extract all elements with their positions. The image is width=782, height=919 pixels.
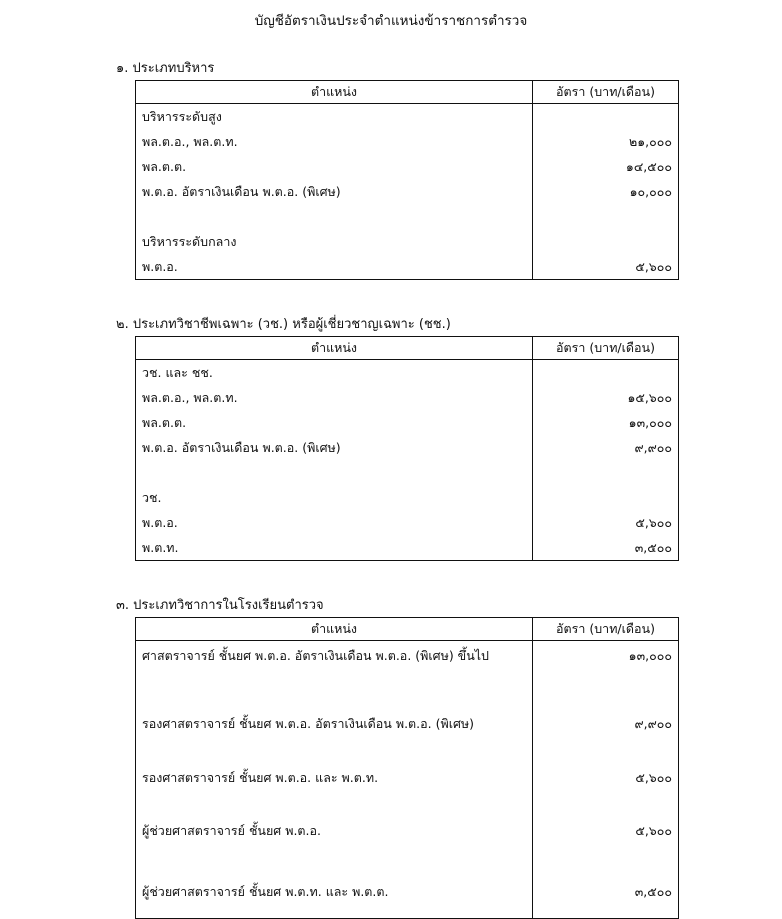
col-rate-header: อัตรา (บาท/เดือน) [533,337,679,360]
table-header [136,618,679,641]
rate-cell [533,229,679,254]
rate-cell [533,104,679,130]
table-header [136,81,679,104]
rate-cell: ๓,๕๐๐ [533,856,679,919]
rate-cell: ๑๕,๖๐๐ [533,385,679,410]
position-cell: พล.ต.ต. [136,410,533,435]
rate-cell: ๑๓,๐๐๐ [533,410,679,435]
rate-cell [533,485,679,510]
rate-cell: ๕,๖๐๐ [533,806,679,856]
position-cell [136,460,533,485]
col-position-header: ตำแหน่ง [136,337,533,360]
document-title: บัญชีอัตราเงินประจำตำแหน่งข้าราชการตำรวจ [254,13,528,29]
table-row [136,806,679,856]
position-cell: พ.ต.อ. อัตราเงินเดือน พ.ต.อ. (พิเศษ) [136,179,533,204]
rate-cell: ๑๔,๕๐๐ [533,154,679,179]
rate-cell: ๑๐,๐๐๐ [533,179,679,204]
rate-cell [533,460,679,485]
position-cell: บริหารระดับสูง [136,104,533,130]
rate-cell: ๓,๕๐๐ [533,535,679,561]
section-3-table [135,617,679,919]
rate-cell [533,360,679,386]
rate-cell: ๕,๖๐๐ [533,254,679,280]
col-rate-header: อัตรา (บาท/เดือน) [533,618,679,641]
table-row [136,104,679,130]
table-row [136,698,679,750]
position-cell: รองศาสตราจารย์ ชั้นยศ พ.ต.อ. อัตราเงินเดือน พ.ต.อ. (พิเศษ) [136,698,533,750]
section-2-table [135,336,679,561]
table-row [136,254,679,280]
table-row [136,360,679,386]
rate-cell: ๕,๖๐๐ [533,510,679,535]
rate-cell: ๕,๖๐๐ [533,750,679,806]
table-row [136,410,679,435]
rate-cell: ๙,๙๐๐ [533,435,679,460]
position-cell: พ.ต.ท. [136,535,533,561]
position-cell: พล.ต.อ., พล.ต.ท. [136,129,533,154]
position-cell: ผู้ช่วยศาสตราจารย์ ชั้นยศ พ.ต.อ. [136,806,533,856]
table-row [136,129,679,154]
position-cell: พ.ต.อ. อัตราเงินเดือน พ.ต.อ. (พิเศษ) [136,435,533,460]
section-2-heading: ๒. ประเภทวิชาชีพเฉพาะ (วช.) หรือผู้เชี่ยวชาญเฉพาะ (ชช.) [116,317,451,332]
table-row [136,179,679,204]
rate-cell: ๒๑,๐๐๐ [533,129,679,154]
col-position-header: ตำแหน่ง [136,618,533,641]
table-row [136,641,679,699]
position-cell [136,204,533,229]
position-cell: พ.ต.อ. [136,254,533,280]
table-header [136,337,679,360]
table-row [136,535,679,561]
table-row [136,229,679,254]
table-row [136,154,679,179]
position-cell: ผู้ช่วยศาสตราจารย์ ชั้นยศ พ.ต.ท. และ พ.ต.ต. [136,856,533,919]
position-cell: รองศาสตราจารย์ ชั้นยศ พ.ต.อ. และ พ.ต.ท. [136,750,533,806]
position-cell: ศาสตราจารย์ ชั้นยศ พ.ต.อ. อัตราเงินเดือน พ.ต.อ. (พิเศษ) ขึ้นไป [136,641,533,699]
table-row [136,750,679,806]
rate-cell [533,204,679,229]
table-row [136,485,679,510]
position-cell: วช. [136,485,533,510]
col-position-header: ตำแหน่ง [136,81,533,104]
rate-cell: ๙,๙๐๐ [533,698,679,750]
section-1-heading: ๑. ประเภทบริหาร [116,61,215,76]
table-row [136,385,679,410]
col-rate-header: อัตรา (บาท/เดือน) [533,81,679,104]
section-3-heading: ๓. ประเภทวิชาการในโรงเรียนตำรวจ [116,598,324,613]
position-cell: พ.ต.อ. [136,510,533,535]
table-row [136,435,679,460]
position-cell: บริหารระดับกลาง [136,229,533,254]
position-cell: พล.ต.ต. [136,154,533,179]
table-row [136,204,679,229]
table-row [136,460,679,485]
rate-cell: ๑๓,๐๐๐ [533,641,679,699]
position-cell: พล.ต.อ., พล.ต.ท. [136,385,533,410]
table-row [136,510,679,535]
section-1-table [135,80,679,280]
table-row [136,856,679,919]
position-cell: วช. และ ชช. [136,360,533,386]
